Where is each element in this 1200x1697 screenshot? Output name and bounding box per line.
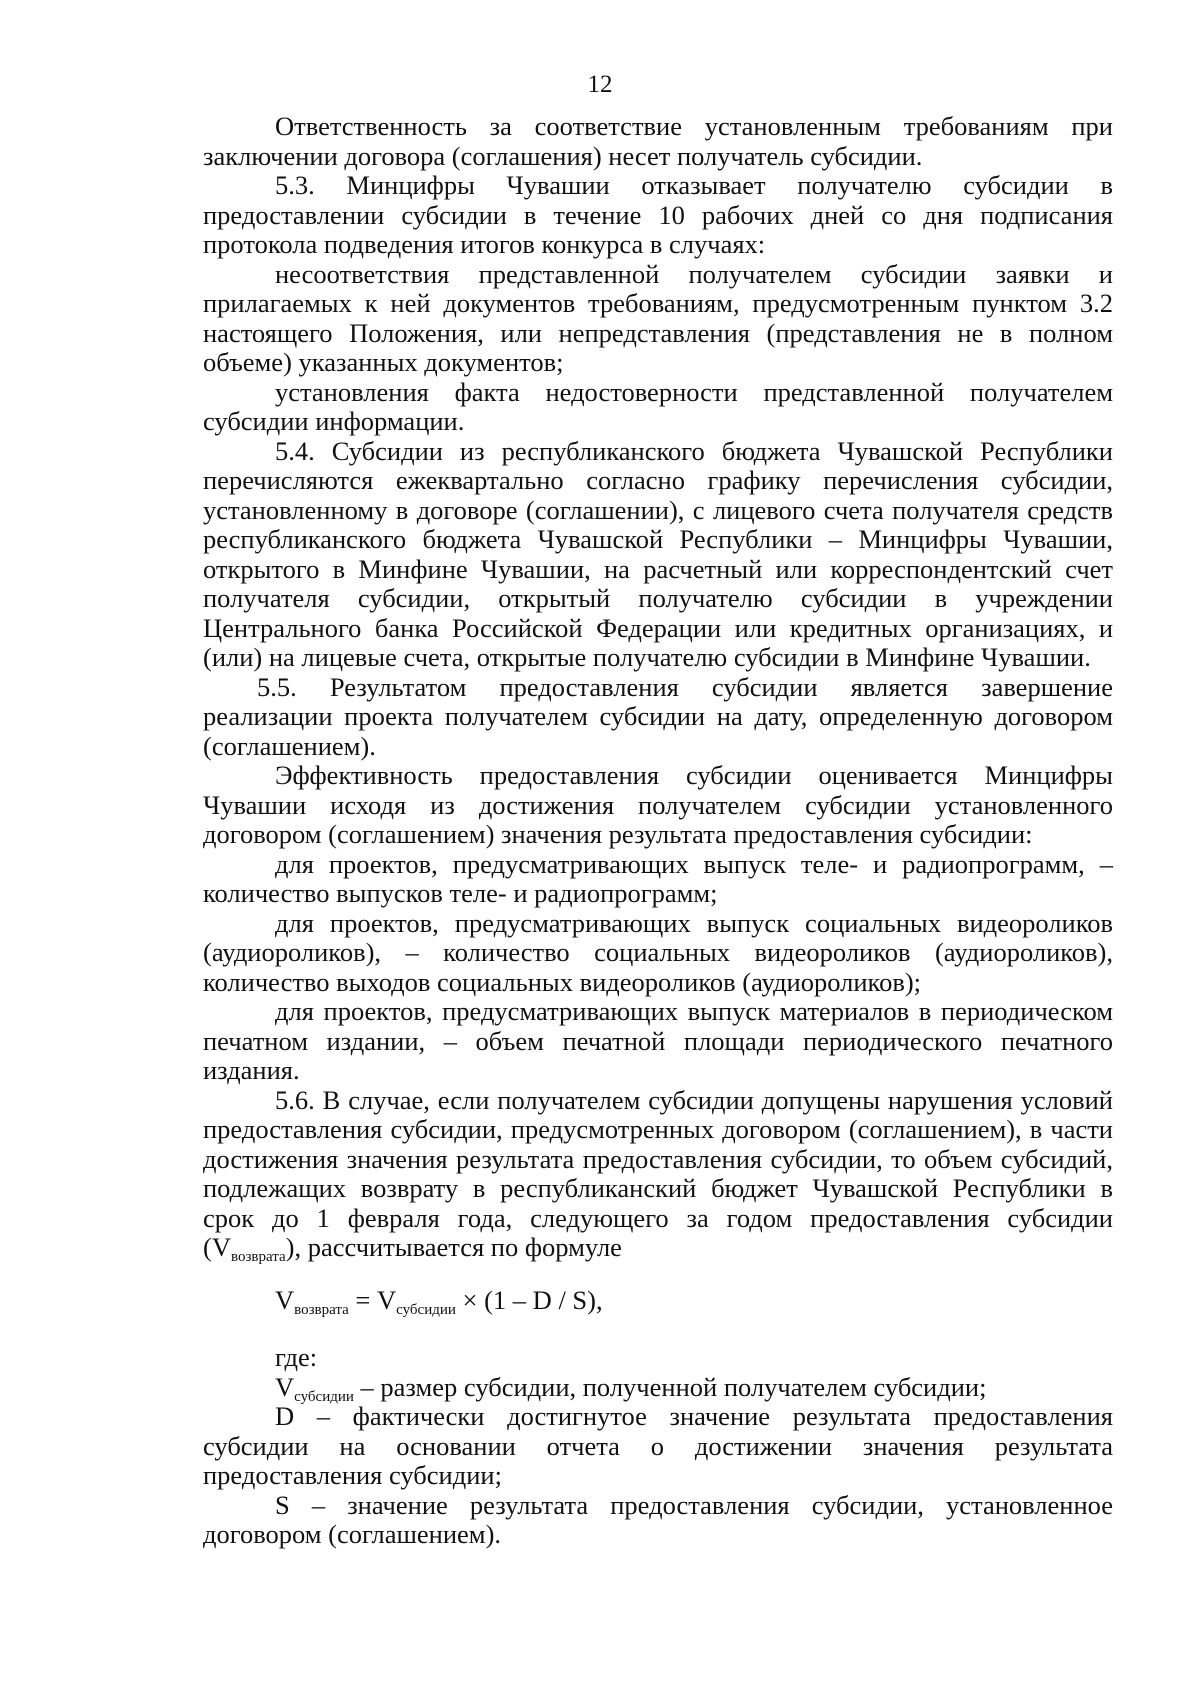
definition-d: D – фактически достигнутое значение результата предоставления субсидии на основании отчета о достижении значения результата предоставления субсидии; xyxy=(203,1401,1113,1490)
paragraph-efficiency: Эффективность предоставления субсидии оценивается Минцифры Чувашии исходя из достижения получателем субсидии установленного договором (соглашением) значения результата предоставления субсидии: xyxy=(203,760,1113,849)
definition-where: где: xyxy=(275,1342,318,1372)
definition-v-text: – размер субсидии, полученной получателем субсидии; xyxy=(353,1371,987,1402)
paragraph-refusal-reason-2: установления факта недостоверности представленной получателем субсидии информации. xyxy=(203,376,1113,436)
page-number: 12 xyxy=(587,71,613,98)
formula-sub-subsidy: субсидии xyxy=(396,1301,456,1318)
paragraph-print: для проектов, предусматривающих выпуск материалов в периодическом печатном издании, – объем печатной площади периодического печатного издания. xyxy=(203,996,1113,1085)
paragraph-tv-radio: для проектов, предусматривающих выпуск теле- и радиопрограмм, – количество выпусков теле- и радиопрограмм; xyxy=(203,848,1113,908)
paragraph-5-6-main: 5.6. В случае, если получателем субсидии допущены нарушения условий предоставления субсидии, предусмотренных договором (соглашением), в части достижения значения результата предоставления субсидии, то объем субсидий, подлежащих возврату в республиканский бюджет Чувашской Республики в срок до 1 февраля года, следующего за годом предоставления субсидии (V xyxy=(203,1084,1113,1262)
formula-rest: × (1 – D / S), xyxy=(455,1284,603,1315)
paragraph-5-6 xyxy=(203,1086,1113,1263)
subscript-return: возврата xyxy=(230,1249,286,1265)
paragraph-5-3: 5.3. Минцифры Чувашии отказывает получателю субсидии в предоставлении субсидии в течение 10 рабочих дней со дня подписания протокола подведения итогов конкурса в случаях: xyxy=(203,170,1113,259)
definition-v-label: V xyxy=(275,1371,295,1402)
definition-v-sub: субсидии xyxy=(294,1388,354,1405)
paragraph-video-audio: для проектов, предусматривающих выпуск социальных видеороликов (аудиороликов), – количество социальных видеороликов (аудиороликов), количество выходов социальных видеороликов (аудиороликов); xyxy=(203,907,1113,997)
formula-equals: = V xyxy=(348,1284,397,1315)
paragraph-5-6-tail: ), рассчитывается по формуле xyxy=(285,1232,622,1262)
definition-v-subsidy xyxy=(203,1373,1113,1403)
formula-v-return: V xyxy=(275,1284,295,1315)
definition-s: S – значение результата предоставления субсидии, установленное договором (соглашением). xyxy=(203,1489,1113,1549)
paragraph-5-4: 5.4. Субсидии из республиканского бюджета Чувашской Республики перечисляются ежеквартально согласно графику перечисления субсидии, установленному в договоре (соглашении), с лицевого счета получателя средств республиканского бюджета Чувашской Республики – Минцифры Чувашии, открытого в Минфине Чувашии, на расчетный или корреспондентский счет получателя субсидии, открытый получателю субсидии в учреждении Центрального банка Российской Федерации или кредитных организациях, и (или) на лицевые счета, открытые получателю субсидии в Минфине Чувашии. xyxy=(203,435,1113,672)
document-body xyxy=(203,112,1113,1550)
paragraph-responsibility: Ответственность за соответствие установленным требованиям при заключении договора (соглашения) несет получатель субсидии. xyxy=(203,111,1113,171)
paragraph-refusal-reason-1: несоответствия представленной получателем субсидии заявки и прилагаемых к ней документов требованиям, предусмотренным пунктом 3.2 настоящего Положения, или непредставления (представления не в полном объеме) указанных документов; xyxy=(203,258,1113,377)
formula xyxy=(203,1286,1113,1316)
paragraph-5-5: 5.5. Результатом предоставления субсидии является завершение реализации проекта получателем субсидии на дату, определенную договором (соглашением). xyxy=(203,671,1113,761)
formula-sub-return: возврата xyxy=(294,1301,349,1318)
